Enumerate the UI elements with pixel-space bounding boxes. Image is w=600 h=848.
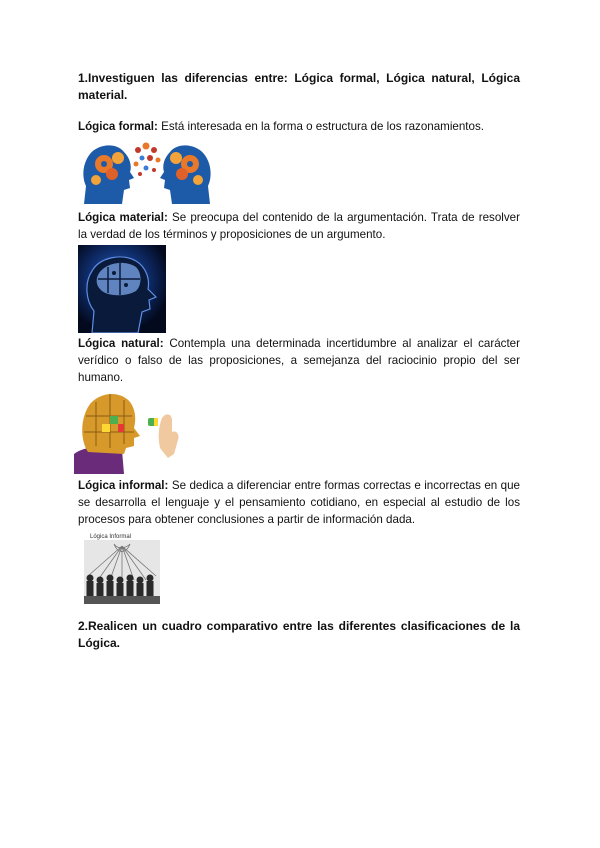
term-definition: Contempla una determinada incertidumbre al analizar el carácter verídico o falso de las proposiciones, a semejanza del raciocinio propio del ser humano.	[78, 337, 520, 384]
two-heads-gears-icon	[80, 138, 214, 206]
term-label: Lógica informal:	[78, 479, 169, 492]
image-logica-material	[78, 245, 166, 333]
head-puzzle-brain-icon	[78, 245, 166, 333]
question-2-title: 2.Realicen un cuadro comparativo entre las diferentes clasificaciones de la Lógica.	[78, 619, 520, 650]
crowd-tangle-icon	[78, 530, 164, 604]
section-logica-informal	[78, 477, 520, 528]
term-label: Lógica material:	[78, 211, 168, 224]
question-1-title: 1.Investiguen las diferencias entre: Lógica formal, Lógica natural, Lógica material.	[78, 71, 520, 102]
term-label: Lógica natural:	[78, 337, 164, 350]
section-logica-formal	[78, 118, 520, 135]
term-definition: Se preocupa del contenido de la argumentación. Trata de resolver la verdad de los términos y proposiciones de un argumento.	[78, 211, 520, 241]
section-logica-material	[78, 209, 520, 243]
image-caption: Lógica Informal	[90, 534, 132, 540]
head-puzzle-hand-icon	[74, 388, 182, 474]
term-definition: Se dedica a diferenciar entre formas correctas e incorrectas en que se desarrolla el lenguaje y el pensamiento cotidiano, en especial al estudio de los procesos para obtener conclusiones a partir de información dada.	[78, 479, 521, 526]
image-logica-formal	[80, 138, 214, 206]
image-logica-natural	[74, 388, 182, 474]
term-label: Lógica formal:	[78, 120, 158, 133]
image-logica-informal	[78, 530, 164, 604]
section-logica-natural	[78, 335, 520, 386]
term-definition: Está interesada en la forma o estructura de los razonamientos.	[157, 120, 484, 133]
